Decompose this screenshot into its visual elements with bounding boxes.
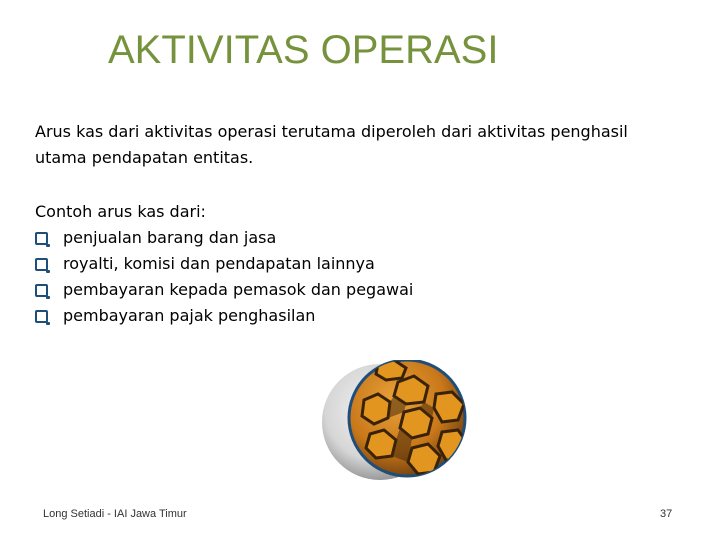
- intro-line-1: Arus kas dari aktivitas operasi terutama diperoleh dari aktivitas penghasil: [35, 122, 628, 141]
- list-item: [35, 250, 413, 276]
- list-item-text: royalti, komisi dan pendapatan lainnya: [63, 253, 375, 273]
- bullet-list: [35, 224, 413, 328]
- list-item: [35, 302, 413, 328]
- list-heading: Contoh arus kas dari:: [35, 202, 206, 221]
- soccer-ball-icon: [318, 360, 468, 482]
- list-item-text: penjualan barang dan jasa: [63, 227, 277, 247]
- list-item: [35, 276, 413, 302]
- list-item-text: pembayaran pajak penghasilan: [63, 305, 316, 325]
- footer-author: Long Setiadi - IAI Jawa Timur: [43, 508, 187, 520]
- checkbox-bullet-icon: [35, 284, 48, 297]
- checkbox-bullet-icon: [35, 232, 48, 245]
- intro-line-2: utama pendapatan entitas.: [35, 148, 254, 167]
- slide-title: AKTIVITAS OPERASI: [108, 28, 499, 72]
- checkbox-bullet-icon: [35, 310, 48, 323]
- intro-paragraph: [35, 119, 675, 171]
- list-item: [35, 224, 413, 250]
- page-number: 37: [660, 508, 673, 520]
- checkbox-bullet-icon: [35, 258, 48, 271]
- list-item-text: pembayaran kepada pemasok dan pegawai: [63, 279, 414, 299]
